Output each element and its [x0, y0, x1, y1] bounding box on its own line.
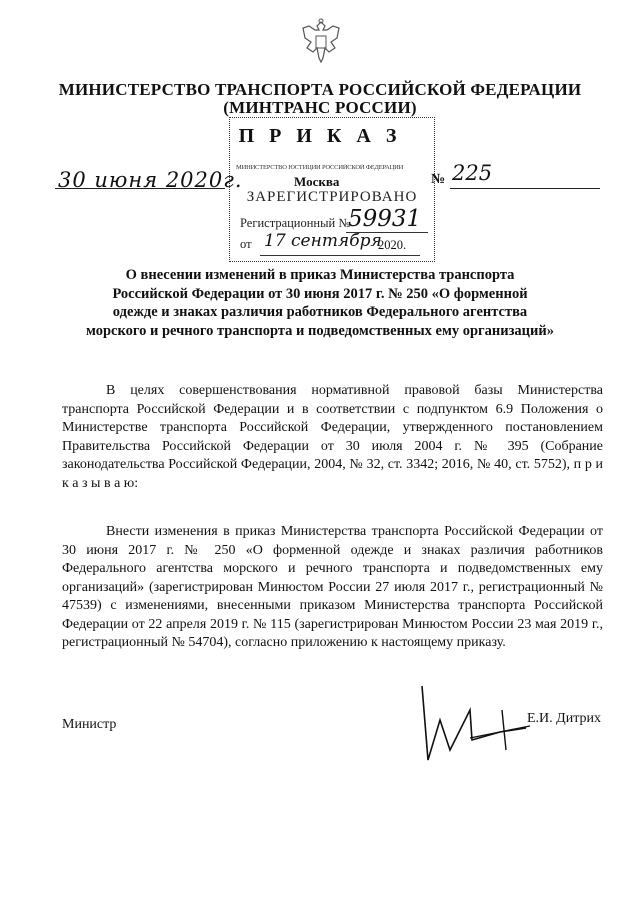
order-number: 225	[452, 161, 493, 185]
operative-text: Внести изменения в приказ Министерства транспорта Российской Федерации от 30 июня 2017 г. № 250 «О форменной одежде и знаках различия работников Федерального агентства морского и речного транспорта и подведомственных ему организаций» (зарегистрирован Минюстом России 27 июля 2017 г., регистрационный № 47539) с изменениями, внесенными приказом Министерства транспорта Российской Федерации от 22 апреля 2019 г. № 115 (зарегистрирован Минюстом России 23 мая 2019 г., регистрационный № 54704), согласно приложению к настоящему приказу.	[62, 524, 603, 650]
ministry-short-name: (МИНТРАНС РОССИИ)	[223, 98, 417, 117]
order-title-line: О внесении изменений в приказ Министерства транспорта	[125, 267, 515, 283]
order-date-underline	[55, 188, 225, 189]
order-city: Москва	[294, 174, 340, 189]
signer-position: Министр	[62, 717, 117, 732]
command-word: п р и к а з ы в а ю:	[62, 457, 604, 491]
order-title-line: одежде и знаках различия работников Федерального агентства	[112, 304, 528, 320]
stamp-reg-number: 59931	[348, 206, 422, 232]
stamp-from-label: от	[240, 237, 252, 251]
handwritten-signature	[410, 680, 540, 770]
order-title-line: морского и речного транспорта и подведомственных ему организаций»	[86, 322, 554, 339]
preamble-paragraph	[62, 382, 603, 493]
ministry-name: МИНИСТЕРСТВО ТРАНСПОРТА РОССИЙСКОЙ ФЕДЕРАЦИИ	[58, 80, 582, 99]
stamp-from-year: 2020.	[378, 238, 407, 252]
operative-paragraph	[62, 523, 603, 653]
stamp-reg-label: Регистрационный №	[240, 216, 351, 230]
stamp-header: МИНИСТЕРСТВО ЮСТИЦИИ РОССИЙСКОЙ ФЕДЕРАЦИИ	[236, 164, 404, 171]
document-type: П Р И К А З	[238, 125, 402, 147]
stamp-from-date: 17 сентября	[264, 231, 382, 251]
order-title	[40, 266, 600, 340]
stamp-title: ЗАРЕГИСТРИРОВАНО	[246, 189, 418, 205]
preamble-text: В целях совершенствования нормативной правовой базы Министерства транспорта Российской Федерации и в соответствии с подпунктом 6.9 Положения о Министерстве транспорта Российской Федерации, утвержденного постановлением Правительства Российской Федерации от 30 июля 2004 г. № 395 (Собрание законодательства Российской Федерации, 2004, № 32, ст. 3342; 2016, № 40, ст. 5752),	[62, 383, 603, 472]
order-title-line: Российской Федерации от 30 июня 2017 г. № 250 «О форменной	[112, 285, 528, 302]
order-number-label: №	[431, 172, 446, 187]
order-date: 30 июня 2020г.	[58, 168, 243, 192]
signer-name: Е.И. Дитрих	[527, 711, 601, 726]
coat-of-arms-icon	[299, 18, 343, 66]
stamp-from-underline	[260, 255, 420, 256]
order-number-underline	[450, 188, 600, 189]
